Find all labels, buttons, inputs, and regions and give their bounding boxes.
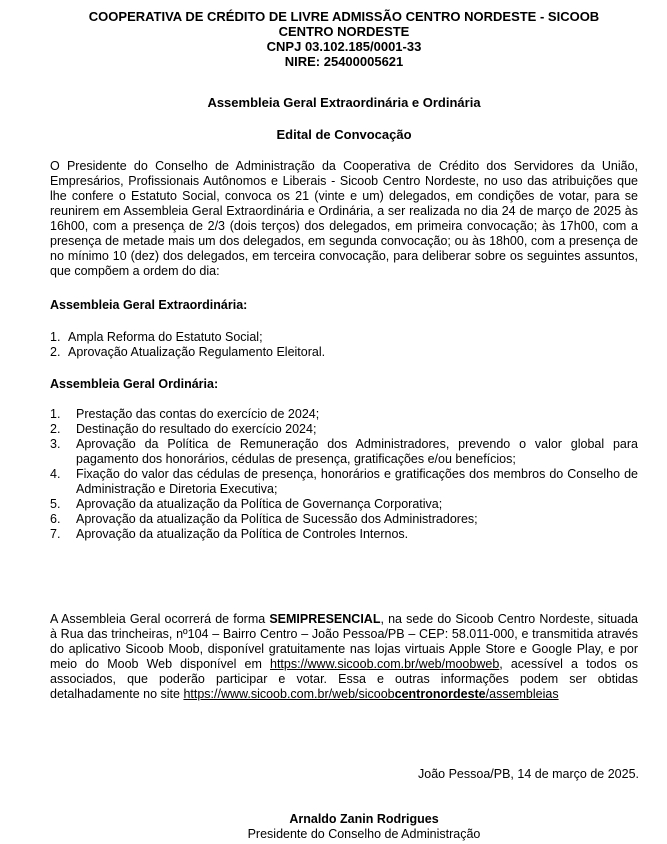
list-item: 2. Aprovação Atualização Regulamento Eleitoral. [50,345,326,359]
extraordinaria-heading: Assembleia Geral Extraordinária: [50,298,248,312]
semipresencial-text: SEMIPRESENCIAL [269,612,381,626]
list-item: 1. Ampla Reforma do Estatuto Social; [50,330,263,344]
cnpj: CNPJ 03.102.185/0001-33 [266,39,422,54]
list-item: 5. Aprovação da atualização da Política de Governança Corporativa; [50,497,443,511]
org-name-line2: CENTRO NORDESTE [278,24,410,39]
list-item: 2. Destinação do resultado do exercício 2024; [50,422,317,436]
moobweb-link[interactable]: https://www.sicoob.com.br/web/moobweb [270,657,500,671]
document-subtitle: Edital de Convocação [276,127,412,142]
org-name-line1: COOPERATIVA DE CRÉDITO DE LIVRE ADMISSÃO CENTRO NORDESTE - SICOOB [88,9,600,24]
list-item: 6. Aprovação da atualização da Política de Sucessão dos Administradores; [50,512,478,526]
closing-paragraph: A Assembleia Geral ocorrerá de forma SEMIPRESENCIAL, na sede do Sicoob Centro Nordeste, situada à Rua das trincheiras, nº104 – Bairro Centro – João Pessoa/PB – CEP: 58.011-000, e transmitida através do aplicativo Sicoob Moob, disponível gratuitamente nas lojas virtuais Apple Store e Google Play, e por meio do Moob Web disponível em https://www.sicoob.com.br/web/moobweb, acessível a todos os associados, que poderão participar e votar. Essa e outras informações podem ser obtidas detalhadamente no site https://www.sicoob.com.br/web/sicoobcentronordeste/assembleias [50,612,639,701]
nire: NIRE: 25400005621 [284,54,404,69]
signatory-role: Presidente do Conselho de Administração [247,827,481,841]
list-item: 7. Aprovação da atualização da Política de Controles Internos. [50,527,409,541]
ordinaria-heading: Assembleia Geral Ordinária: [50,377,219,391]
list-item: 3. Aprovação da Política de Remuneração dos Administradores, prevendo o valor global para pagamento dos honorários, cédulas de presença, gratificações e/ou benefícios; [50,437,638,466]
ordinaria-list [50,407,638,542]
extraordinaria-list [50,330,638,360]
document-title: Assembleia Geral Extraordinária e Ordinária [207,95,481,110]
assembleias-link[interactable]: https://www.sicoob.com.br/web/sicoobcentronordeste/assembleias [183,687,559,701]
date-line: João Pessoa/PB, 14 de março de 2025. [418,767,639,781]
signatory-name: Arnaldo Zanin Rodrigues [289,812,439,826]
list-item: 4. Fixação do valor das cédulas de presença, honorários e gratificações dos membros do Conselho de Administração e Diretoria Executiva; [50,467,638,496]
intro-paragraph: O Presidente do Conselho de Administração da Cooperativa de Crédito dos Servidores da União, Empresários, Profissionais Autônomos e Liberais - Sicoob Centro Nordeste, no uso das atribuições que lhe confere o Estatuto Social, convoca os 21 (vinte e um) delegados, em condições de votar, para se reunirem em Assembleia Geral Extraordinária e Ordinária, a ser realizada no dia 24 de março de 2025 às 16h00, com a presença de 2/3 (dois terços) dos delegados, em primeira convocação; às 17h00, com a presença de metade mais um dos delegados, em segunda convocação; ou às 18h00, com a presença de no mínimo 10 (dez) dos delegados, em terceira convocação, para deliberar sobre os seguintes assuntos, que compõem a ordem do dia: [50,159,638,278]
list-item: 1. Prestação das contas do exercício de 2024; [50,407,320,421]
document-header [40,9,648,69]
